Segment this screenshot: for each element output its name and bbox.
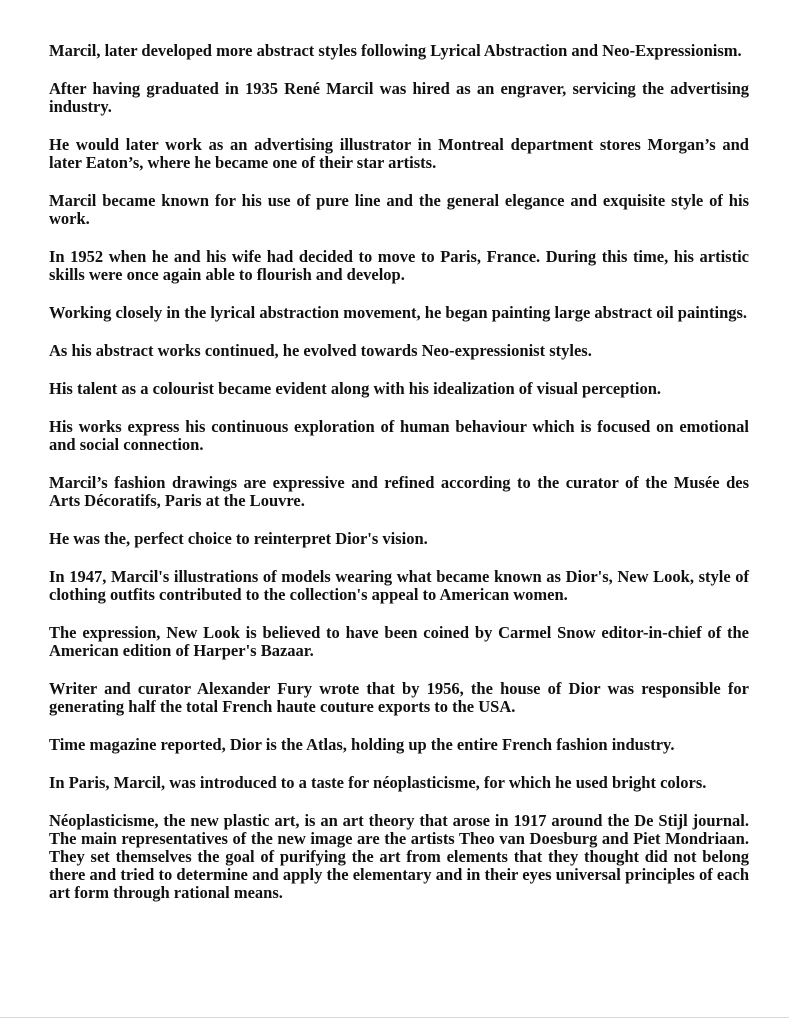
paragraph-5: In 1952 when he and his wife had decided to move to Paris, France. During this time, his artistic skills were once again able to flourish and develop. (49, 247, 749, 284)
paragraph-9: His works express his continuous exploration of human behaviour which is focused on emotional and social connection. (49, 417, 749, 454)
paragraph-15: Time magazine reported, Dior is the Atlas, holding up the entire French fashion industry. (49, 735, 675, 754)
paragraph-12: In 1947, Marcil's illustrations of models wearing what became known as Dior's, New Look, style of clothing outfits contributed to the collection's appeal to American women. (49, 567, 749, 604)
paragraph-2: After having graduated in 1935 René Marcil was hired as an engraver, servicing the advertising industry. (49, 79, 749, 116)
paragraph-13: The expression, New Look is believed to have been coined by Carmel Snow editor-in-chief of the American edition of Harper's Bazaar. (49, 623, 749, 660)
paragraph-11: He was the, perfect choice to reinterpret Dior's vision. (49, 529, 428, 548)
paragraph-8: His talent as a colourist became evident along with his idealization of visual perception. (49, 379, 662, 398)
paragraph-3: He would later work as an advertising illustrator in Montreal department stores Morgan’s and later Eaton’s, where he became one of their star artists. (49, 135, 749, 172)
paragraph-17: Néoplasticisme, the new plastic art, is an art theory that arose in 1917 around the De Stijl journal. The main representatives of the new image are the artists Theo van Doesburg and Piet Mondriaan. They set themselves the goal of purifying the art from elements that they thought did not belong there and tried to determine and apply the elementary and in their eyes universal principles of each art form through rational means. (49, 811, 749, 902)
page-bottom-edge (0, 1017, 789, 1018)
paragraph-10: Marcil’s fashion drawings are expressive and refined according to the curator of the Musée des Arts Décoratifs, Paris at the Louvre. (49, 473, 749, 510)
paragraph-14: Writer and curator Alexander Fury wrote that by 1956, the house of Dior was responsible for generating half the total French haute couture exports to the USA. (49, 679, 749, 716)
document-page (49, 42, 749, 922)
paragraph-6: Working closely in the lyrical abstraction movement, he began painting large abstract oil paintings. (49, 303, 748, 322)
paragraph-16: In Paris, Marcil, was introduced to a taste for néoplasticisme, for which he used bright colors. (49, 773, 707, 792)
paragraph-7: As his abstract works continued, he evolved towards Neo-expressionist styles. (49, 341, 592, 360)
paragraph-1: Marcil, later developed more abstract styles following Lyrical Abstraction and Neo-Expressionism. (49, 41, 742, 60)
paragraph-4: Marcil became known for his use of pure line and the general elegance and exquisite style of his work. (49, 191, 749, 228)
